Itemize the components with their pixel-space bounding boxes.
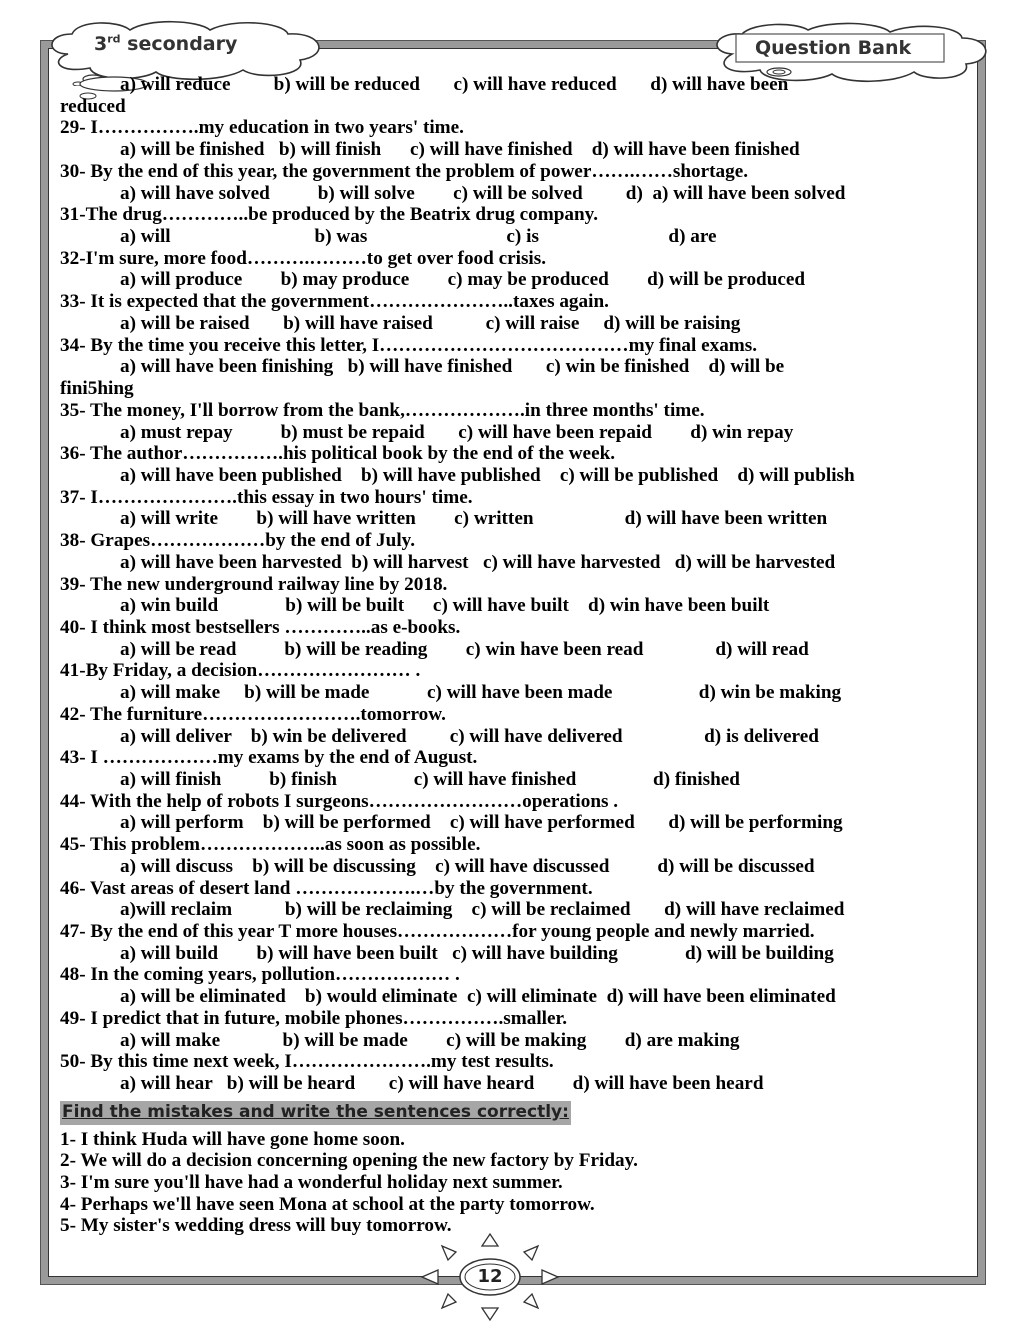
header-left-label <box>94 33 237 55</box>
question-options: a) will hear b) will be heard c) will have heard d) will have been heard <box>120 1073 764 1095</box>
question-38 <box>60 530 960 573</box>
header-grade: 3rd secondary <box>94 33 238 56</box>
question-44 <box>60 791 960 834</box>
question-text: 46- Vast areas of desert land ……………….…by the government. <box>60 877 593 899</box>
question-text: 50- By this time next week, I………………….my test results. <box>60 1051 554 1073</box>
question-options: a) will be finished b) will finish c) will have finished d) will have been finished <box>120 139 800 161</box>
question-text: 43- I ………………my exams by the end of August. <box>60 747 478 769</box>
question-43 <box>60 747 960 790</box>
carryover-tail: reduced <box>60 95 126 117</box>
question-options-tail: fini5hing <box>60 378 134 400</box>
question-35 <box>60 400 960 443</box>
question-options: a) will be read b) will be reading c) win have been read d) will read <box>120 638 809 660</box>
question-options: a) will have solved b) will solve c) will be solved d) a) will have been solved <box>120 182 846 204</box>
question-options: a) will discuss b) will be discussing c) will have discussed d) will be discussed <box>120 855 815 877</box>
question-31 <box>60 204 960 247</box>
question-options: a) must repay b) must be repaid c) will have been repaid d) win repay <box>120 421 794 443</box>
question-options: a) will be eliminated b) would eliminate c) will eliminate d) will have been eliminated <box>120 986 836 1008</box>
question-text: 35- The money, I'll borrow from the bank,……………….in three months' time. <box>60 399 705 421</box>
question-text: 47- By the end of this year T more houses………………for young people and newly married. <box>60 921 815 943</box>
question-text: 31-The drug…………..be produced by the Beatrix drug company. <box>60 204 598 226</box>
question-options: a) will have been harvested b) will harvest c) will have harvested d) will be harvested <box>120 551 836 573</box>
question-46 <box>60 878 960 921</box>
question-options: a) will write b) will have written c) written d) will have been written <box>120 508 828 530</box>
section-title: Find the mistakes and write the sentences correctly: <box>60 1101 571 1125</box>
question-39 <box>60 574 960 617</box>
question-options: a) will build b) will have been built c) will have building d) will be building <box>120 942 834 964</box>
question-text: 36- The author…………….his political book by the end of the week. <box>60 443 616 465</box>
question-text: 45- This problem………………..as soon as possible. <box>60 834 481 856</box>
question-options: a) will deliver b) win be delivered c) will have delivered d) is delivered <box>120 725 819 747</box>
question-text: 44- With the help of robots I surgeons……………………operations . <box>60 790 619 812</box>
question-text: 39- The new underground railway line by 2018. <box>60 573 448 595</box>
question-text: 32-I'm sure, more food……….………to get over food crisis. <box>60 247 547 269</box>
question-36 <box>60 443 960 486</box>
question-text: 38- Grapes………………by the end of July. <box>60 530 415 552</box>
page-number: 12 <box>477 1266 503 1287</box>
question-text: 30- By the end of this year, the government the problem of power…….……shortage. <box>60 160 749 182</box>
carryover-options: a) will reduce b) will be reduced c) will have reduced d) will have been <box>120 74 789 95</box>
question-options: a) will make b) will be made c) will be making d) are making <box>120 1029 740 1051</box>
question-37 <box>60 487 960 530</box>
question-33 <box>60 291 960 334</box>
question-50 <box>60 1051 960 1094</box>
question-options: a) will be raised b) will have raised c) will raise d) will be raising <box>120 312 741 334</box>
question-29 <box>60 117 960 160</box>
question-text: 37- I………………….this essay in two hours' time. <box>60 486 473 508</box>
question-text: 48- In the coming years, pollution……………… . <box>60 964 460 986</box>
question-options: a) will have been finishing b) will have finished c) win be finished d) will be <box>120 356 785 378</box>
question-content <box>60 74 960 1237</box>
question-30 <box>60 161 960 204</box>
question-options: a) will have been published b) will have published c) will be published d) will publish <box>120 464 855 486</box>
question-options: a) will finish b) finish c) will have finished d) finished <box>120 769 740 790</box>
question-42 <box>60 704 960 747</box>
question-options: a) will make b) will be made c) will have been made d) win be making <box>120 682 842 704</box>
question-text: 41-By Friday, a decision…………………… . <box>60 660 421 682</box>
question-45 <box>60 834 960 877</box>
question-text: 40- I think most bestsellers …………..as e-books. <box>60 616 461 638</box>
mistake-item: 4- Perhaps we'll have seen Mona at school at the party tomorrow. <box>60 1193 595 1215</box>
mistake-item: 1- I think Huda will have gone home soon. <box>60 1128 405 1150</box>
question-49 <box>60 1008 960 1051</box>
mistake-item: 2- We will do a decision concerning opening the new factory by Friday. <box>60 1150 638 1172</box>
question-options: a) win build b) will be built c) will have built d) win have been built <box>120 595 770 617</box>
header-right-label: Question Bank <box>755 37 912 59</box>
question-text: 42- The furniture…………………….tomorrow. <box>60 703 446 725</box>
question-text: 29- I…………….my education in two years' time. <box>60 117 464 139</box>
mistake-item: 5- My sister's wedding dress will buy tomorrow. <box>60 1215 452 1237</box>
question-34 <box>60 335 960 400</box>
question-text: 33- It is expected that the government…………………..taxes again. <box>60 291 609 313</box>
question-40 <box>60 617 960 660</box>
question-text: 49- I predict that in future, mobile phones…………….smaller. <box>60 1007 568 1029</box>
question-text: 34- By the time you receive this letter, I…………………………………my final exams. <box>60 334 758 356</box>
question-32 <box>60 248 960 291</box>
question-options: a) will produce b) may produce c) may be produced d) will be produced <box>120 269 806 291</box>
question-48 <box>60 964 960 1007</box>
mistake-item: 3- I'm sure you'll have had a wonderful holiday next summer. <box>60 1171 563 1193</box>
question-options: a) will perform b) will be performed c) will have performed d) will be performing <box>120 812 843 834</box>
question-options: a)will reclaim b) will be reclaiming c) will be reclaimed d) will have reclaimed <box>120 899 845 921</box>
question-41 <box>60 660 960 703</box>
question-47 <box>60 921 960 964</box>
question-options: a) will b) was c) is d) are <box>120 226 717 248</box>
